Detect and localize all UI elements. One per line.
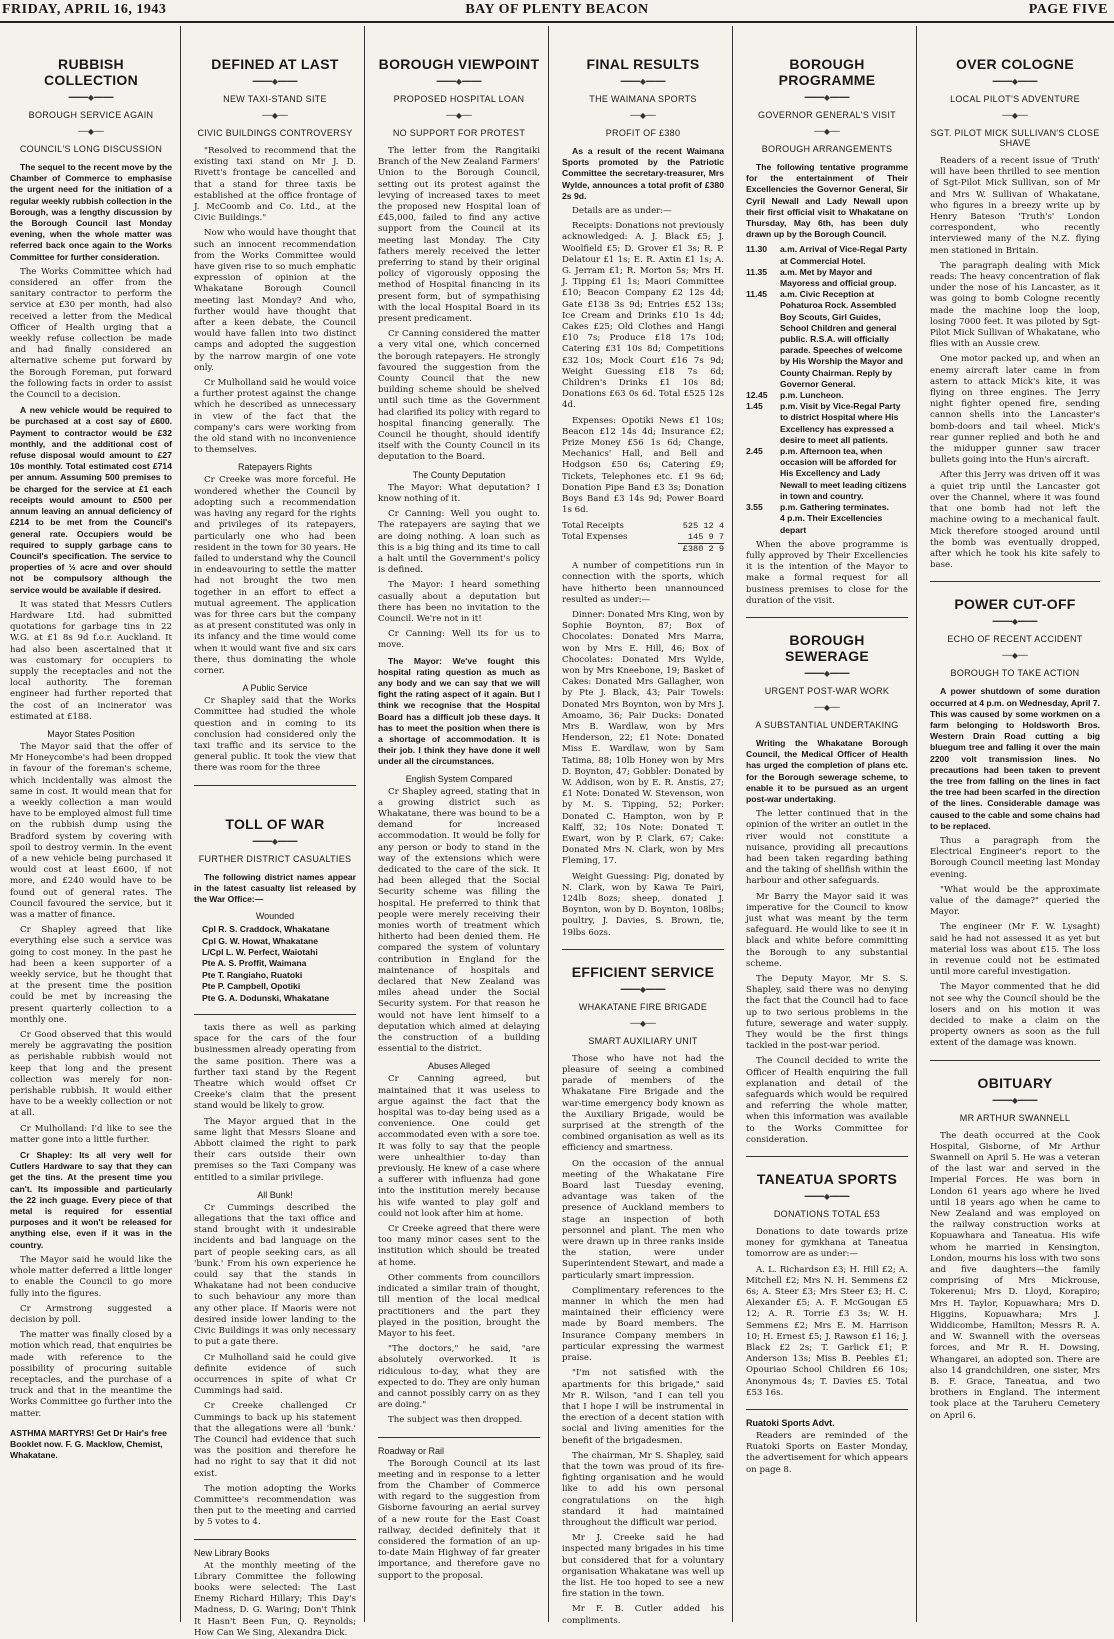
article-headline: POWER CUT-OFF <box>954 596 1076 613</box>
article-paragraph: The letter from the Rangitaiki Branch of the New Zealand Farmers' Union to the Borough Council, setting out its protest against the levying of increased taxes to meet the proposed new Hospital loan of £45,000, failed to find any active support from the Council at its meeting last Monday. The City fathers merely received the letter preferring to stand by their original policy of vigorously opposing the method of Hospital financing in its present form, but of sympathising with the local Hospital Board in its present predicament. <box>378 146 540 325</box>
column-1 <box>10 26 172 1622</box>
article-paragraph: Cr Canning considered the matter a very vital one, which concerned the borough ratepayers. He strongly favoured the suggestion from the County Council that the new building scheme should be shelved until such time as the Government had clarified its policy with regard to hospital financing generally. The Council he thought, should identify itself with the County Council in its deputation to the Board. <box>378 329 541 463</box>
article-paragraph: The Mayor: We've fought this hospital rating question as much as any body and we can say that we will fight the rating aspect of it again. But I think we recognise that the Hospital Board has a difficult job these days. It has to meet the position when there is a shortage of accommodation. It is their job. I think they have done it well under all the circumstances. <box>378 655 540 767</box>
issue-date: FRIDAY, APRIL 16, 1943 <box>2 2 167 17</box>
article-paragraph: Those who have not had the pleasure of seeing a combined parade of members of the Whakatane Fire Brigade and the war-time emergency body known as the Auxiliary Brigade, would be surprised at the strength of the combined organisation as well as its efficiency and smartness. <box>562 1053 724 1154</box>
article-subhead: WHAKATANE FIRE BRIGADE <box>578 1001 708 1012</box>
article-paragraph: The following district names appear in the latest casualty list released by the War Office:— <box>194 871 356 904</box>
article-paragraph: Cr Shapley: Its all very well for Cutlers Hardware to say that they can get the tins. At the present time you can't. Its impossible and particularly the 22 inch guage. Every piece of that metal is required for essential purposes and it won't be released for anything else, even if it was in the country. <box>10 1150 172 1250</box>
schedule-item: 11.45 a.m. Civic Reception at Pohaturoa Rock. Assembled Boy Scouts, Girl Guides, School Children and general public. R.S.A. will officially parade. Speeches of welcome by His Worship the Mayor and County Chairman. Reply by Governor General. <box>746 289 904 389</box>
figure-row <box>562 521 724 532</box>
article-paragraph: The matter was finally closed by a motion which read, that enquiries be made with reference to the possibility of procuring suitable receptacles, and the purchase of a truck and that in the meantime the Works Committee go further into the matter. <box>10 1330 172 1419</box>
section-heading: Abuses Alleged <box>427 1061 491 1072</box>
column-divider <box>732 26 733 1622</box>
casualty-entry: Cpl R. S. Craddock, Whakatane <box>202 924 330 935</box>
ornament: ━━━━◆━━━━ <box>804 93 850 102</box>
casualty-entry: Pte P. Campbell, Opotiki <box>202 981 301 992</box>
article-subhead: BOROUGH TO TAKE ACTION <box>950 668 1080 679</box>
schedule-item: 11.35 a.m. Met by Mayor and Mayoress and official group. <box>746 266 897 289</box>
schedule-item: 4 p.m. Their Excellencies depart <box>780 513 883 535</box>
section-heading: Wounded <box>255 911 295 922</box>
ornament: ━━━━◆━━━━ <box>620 77 666 86</box>
article-subhead: COUNCIL'S LONG DISCUSSION <box>19 144 163 154</box>
ornament: ──◆── <box>78 127 104 136</box>
column-divider <box>180 26 181 1622</box>
article-divider <box>930 581 1100 582</box>
article-paragraph: Cr Canning agreed, but maintained that it was useless to argue against the fact that the hospital was to-day being used as a convenience. One could get accommodated even with a sore toe. It was folly to say that the people were unhealthier to-day than previously. He knew of a case where a sufferer with influenza had gone into the institution merely because his wife wanted to play golf and could not look after him at home. <box>378 1074 540 1219</box>
article-paragraph: At the monthly meeting of the Library Committee the following books were selected: The Last Enemy Richard Hillary; This Day's Madness, D. G. Waring; Don't Think It Hasn't Been Fun, Q. Reynolds; How Can We Sing, Alexandra Dick. <box>194 1560 356 1638</box>
ornament: ━━━━◆━━━━ <box>252 77 298 86</box>
article-paragraph: Weight Guessing: Pig, donated by N. Clark, won by Kawa Te Pairi, 124lb 8ozs; sheep, donated J. Boynton, won by D. Boynton, 108lbs; poultry, J. Davies, S. Brown, tie, 19lbs 6ozs. <box>562 871 724 938</box>
article-paragraph: The engineer (Mr F. W. Lysaght) said he had not assessed it as yet but material loss was about £15. The loss in revenue could not be estimated until more careful investigation. <box>930 922 1100 978</box>
article-paragraph: On the occasion of the annual meeting of the Whakatane Fire Board last Tuesday evening, advantage was taken of the presence of Auckland members to stage an inspection of both personnel and plant. The men who were drawn up in three ranks inside the station, were under Superintendent Stewart, and made a particularly smart impression. <box>562 1158 724 1281</box>
figure-row <box>562 532 724 543</box>
article-paragraph: The Mayor said he would like the whole matter deferred a little longer to enable the Council to go more fully into the figures. <box>10 1254 172 1299</box>
ornament: ──◆── <box>262 111 288 120</box>
article-divider <box>562 949 724 950</box>
ornament: ━━━━◆━━━━ <box>992 77 1038 86</box>
article-paragraph: The Deputy Mayor, Mr S. S. Shapley, said there was no denying the fact that the Council had to face up to two serious problems in the future, sewerage and water supply. They would be the first things tackled in the post-war period. <box>746 973 908 1052</box>
column-3 <box>378 26 540 1622</box>
section-heading: Ratepayers Rights <box>237 462 313 473</box>
article-paragraph: After this Jerry was driven off it was a quiet trip until the Lancaster got over the Channel, where it was found that one bomb had not left the machine owing to a mechanical fault. Mick therefore stooged around until the bomb was eventually dropped, after which he took his kite safely to base. <box>930 470 1100 571</box>
casualty-entry: Pte T. Rangiaho, Ruatoki <box>202 969 303 980</box>
advertisement: ASTHMA MARTYRS! Get Dr Hair's free Booklet now. F. G. Macklow, Chemist, Whakatane. <box>10 1427 167 1461</box>
article-paragraph: "What would be the approximate value of the damage?" queried the Mayor. <box>930 884 1100 918</box>
article-paragraph: The following tentative programme for the entertainment of Their Excellencies the Governor General, Sir Cyril Newall and Lady Newall upon their first official visit to Whakatane on Thursday, May 6th, has been duly drawn up by the Borough Council. <box>746 162 908 240</box>
article-paragraph: Cr Shapley agreed, stating that in a growing district such as Whakatane, there was bound to be a demand for increased accommodation. It would be folly for any person or body to stand in the way of the extensions which were dedicated to the care of the sick. It had been alleged that the Social Security scheme was filling the hospital. He preferred to think that people were merely receiving their monies worth of treatment which hitherto had been denied them. He compared the system of voluntary contribution in England for the maintenance of hospitals and declared that New Zealand was miles ahead under the Social Security system. For that reason he would not have lent himself to a deputation which aimed at delaying the construction of a building essential to the district. <box>378 786 540 1055</box>
article-paragraph: The motion adopting the Works Committee's recommendation was then put to the meeting and carried by 5 votes to 4. <box>194 1483 356 1528</box>
article-paragraph: A power shutdown of some duration occurred at 4 p.m. on Wednesday, April 7. This was caused by some workmen on a farm belonging to Holdsworth Bros. Western Drain Road cutting a big bluegum tree and falling it over the main 2200 volt transmission lines. No precautions had been taken to prevent the tree from falling on the lines in fact the tree had been scarfed in the direction of the lines. Considerable damage was caused to the cable and some chains had to be replaced. <box>930 686 1100 831</box>
article-paragraph: The Borough Council at its last meeting and in response to a letter from the Chamber of Commerce with regard to the suggestion from Gisborne favouring an aerial survey of a new route for the East Coast railway, decided definitely that it considered the formation of an up-to-date Main Highway of far greater importance, and therefore gave no support to the proposal. <box>378 1458 540 1581</box>
schedule-item: 11.30 a.m. Arrival of Vice-Regal Party at Commercial Hotel. <box>746 244 908 266</box>
article-subhead: BOROUGH SERVICE AGAIN <box>28 110 154 120</box>
article-paragraph: Complimentary references to the manner in which the men had maintained their efficiency were made by Board members. The Insurance Company members in particular expressing the warmest praise. <box>562 1285 724 1364</box>
schedule-item: 12.45 p.m. Luncheon. <box>746 390 844 401</box>
article-paragraph: Cr Canning: Well you ought to. The ratepayers are saying that we are doing nothing. A loan such as this is a big thing and its time to call a halt until the Government's policy is defined. <box>378 509 540 576</box>
figure-row <box>562 543 724 555</box>
article-paragraph: Cr Creeke was more forceful. He wondered whether the Council by adopting such a recommendation was having any regard for the rights and privileges of its ratepayers, particularly one who had been resident in the town for 30 years. He failed to understand why the Council in endeavouring to settle the matter had not brought the two men together in an effort to effect a mutual agreement. The application was for three cars but the company as at present constituted was only in its infancy and the time would come when it would want five and six cars there, thus dominating the whole corner. <box>194 475 356 676</box>
article-paragraph: The Mayor: I heard something casually about a deputation but there has been no invitation to the Council. We're not in it! <box>378 580 540 624</box>
article-paragraph: Cr Creeke agreed that there were too many minor cases sent to the institution which should be treated at home. <box>378 1224 540 1268</box>
article-paragraph: Mr F. B. Cutler added his compliments. <box>562 1604 724 1626</box>
article-paragraph: Cr Shapley agreed that like everything else such a service was going to cost money. In the past he had been a keen supporter of a weekly service, but he thought that at the present time the position could be met by increasing the present quarterly collection to a monthly one. <box>10 925 172 1025</box>
article-divider <box>746 617 908 618</box>
article-divider <box>378 1437 540 1438</box>
casualty-entry: Pte G. A. Dodunski, Whakatane <box>202 992 330 1003</box>
article-headline: OBITUARY <box>977 1074 1053 1091</box>
article-headline: DEFINED AT LAST <box>211 56 339 72</box>
article-paragraph: Mr J. Creeke said he had inspected many brigades in his time but considered that for a voluntary organisation Whakatane was well up the list. He too hoped to see a new fire station in the town. <box>562 1533 724 1600</box>
article-paragraph: Cr Armstrong suggested a decision by poll. <box>10 1303 172 1325</box>
section-heading: All Bunk! <box>257 1189 293 1200</box>
article-subhead: ECHO OF RECENT ACCIDENT <box>947 634 1083 645</box>
figure-value: 525 12 4 <box>682 520 724 531</box>
figure-label: Total Receipts <box>562 520 624 531</box>
casualty-entry: L/Cpl L. W. Perfect, Waiotahi <box>202 946 318 957</box>
article-headline: TOLL OF WAR <box>225 815 325 832</box>
article-subhead: FURTHER DISTRICT CASUALTIES <box>198 853 352 864</box>
article-paragraph: Receipts: Donations not previously acknowledged: A. J. Black £5; J. Woolfield £5; D. Grover £1 3s; R. P. Delatour £1 1s; E. R. Axtin £1 1s; A. G. Jerram £1; R. Morton 5s; Mrs H. J. Tipping £1 1s; Maori Committee £10; Beacon Company £2 12s 4d; Gate £138 3s 9d; Entries £52 13s; Ice Cream and Drinks £10 1s 4d; Cakes £25; Old Clothes and Hangi £10 7s; Produce £18 17s 10d; Catering £31 10s 8d; Competitions £32 10s; Mock Court £16 7s 9d; Weight Guessing £18 7s 6d; Children's Drinks £1 10s 8d; Donations £63 0s 6d. Total £525 12s 4d. <box>562 221 724 411</box>
article-subhead: BOROUGH ARRANGEMENTS <box>761 144 893 154</box>
ornament: ──◆── <box>814 127 840 136</box>
masthead <box>0 0 1114 24</box>
article-paragraph: Expenses: Opotiki News £1 10s; Beacon £12 14s 4d; Insurance £2; Prize Money £56 1s 6d; Change, Mechanics' Hall, and Bell and Hodgson £50 6s; Catering £9; Tickets, Telephones etc. £1 9s 6d; Donation Pipe Band £3 3s; Donation Boys Band £3 14s 9d; Power Board 1s 6d. <box>562 415 724 516</box>
schedule-item: 1.45 p.m. Visit by Vice-Regal Party to district Hospital where His Excellency has expressed a desire to meet all patients. <box>746 401 901 445</box>
article-paragraph: A. L. Richardson £3; H. Hill £2; A. Mitchell £2; Mrs N. H. Semmens £2 6s; A. Steer £3; Mrs Steer £3; H. C. Alexander £5; A. F. McGougan £5 12; A. R. Torrie £3 3s; W. H. Semmens £2; Mrs E. M. Harrison 10; H. Ernest £5; J. Rawson £1 16; J. Black £2 2s; T. Garlick £1; P. Anderson 13s; Miss B. Peebles £1; Opouriao School Children £6 10s; Anonymous 4s; T. Davies £5. Total £53 16s. <box>746 1264 908 1398</box>
article-paragraph: Readers of a recent issue of 'Truth' will have been thrilled to see mention of Sgt-Pilot Mick Sullivan, son of Mr and Mrs W. Sullivan of Whakatane, who figures in a breezy write up by Henry Bateson 'Truth's' London correspondent, who recently interviewed many of the N.Z. flying men stationed in Britain. <box>930 156 1100 256</box>
article-paragraph: The chairman, Mr S. Shapley, said that the town was proud of its fire-fighting organisation and he would like to add his own personal congratulations on the high standard it had maintained throughout the difficult war period. <box>562 1450 724 1528</box>
article-paragraph: The Mayor: What deputation? I know nothing of it. <box>378 482 540 504</box>
ornament: ━━━━◆━━━━ <box>804 668 850 678</box>
figure-label: Total Expenses <box>562 531 628 542</box>
article-paragraph: The Mayor said that the offer of Mr Honeycombe's had been dropped in favour of the foreman's scheme, which incidentally was almost the same in cost. It would mean that for a weekly collection a man would have to be employed almost full time on the rubbish dump using the Bradford system by covering with spoil to destroy vermin. In the event of a new vehicle being purchased it would cost at least £600, if not more, and £240 would have to be found out of general rates. The Council favoured the service, but it was a matter of finance. <box>10 741 172 920</box>
article-subhead: SGT. PILOT MICK SULLIVAN'S CLOSE SHAVE <box>930 128 1100 148</box>
article-paragraph: A number of competitions run in connection with the sports, which have hitherto been unannounced resulted as under:— <box>562 561 724 605</box>
ornament: ──◆── <box>630 1018 656 1028</box>
article-paragraph: When the above programme is fully approved by Their Excellencies it is the intention of the Mayor to make a formal request for all business premises to close for the duration of the visit. <box>746 539 908 606</box>
article-divider <box>746 1156 908 1157</box>
article-paragraph: Cr Mulholland said he could give definite evidence of such occurrences in spite of what Cr Cummings had said. <box>194 1352 356 1397</box>
article-subhead: SMART AUXILIARY UNIT <box>588 1035 698 1046</box>
article-paragraph: Readers are reminded of the Ruatoki Sports on Easter Monday, the advertisement for which appears on page 8. <box>746 1431 908 1475</box>
article-headline: FINAL RESULTS <box>586 56 700 72</box>
ornament: ━━━━◆━━━━ <box>68 93 114 102</box>
article-divider <box>746 1409 908 1410</box>
section-heading: The County Deputation <box>412 469 506 480</box>
section-heading: A Public Service <box>242 683 308 694</box>
ornament: ──◆── <box>630 111 656 120</box>
schedule-item: 2.45 p.m. Afternoon tea, when occasion will be afforded for His Excellency and Lady Newall to meet leading citizens in town and country. <box>746 446 907 501</box>
article-subhead: LOCAL PILOT'S ADVENTURE <box>950 94 1080 104</box>
article-divider <box>194 785 356 786</box>
article-paragraph: A new vehicle would be required to be purchased at a cost say of £600. Payment to contractor would be £32 monthly, and the additional cost of refuse disposal would amount to £27 10s monthly. Total estimated cost £714 per annum. Assuming 500 premises to be charged for the service at £1 each receipts would amount to £500 per annum leaving an annual deficiency of £214 to be met from the Council's general rate. Occupiers would be required to supply garbage cans to Council's specification. The service to properties of ½ acre and over should not be compulsory although the service would be available if desired. <box>10 405 172 595</box>
figure-value: 145 9 7 <box>687 531 724 542</box>
ornament: ──◆── <box>1002 111 1028 120</box>
article-paragraph: Dinner: Donated Mrs King, won by Sophie Boynton, 87; Box of Chocolates: Donated Mrs Marra, won by Mrs E. Hill, 46; Box of Chocolates: Donated Mrs Wylde, won by Mrs Kneebone, 19; Basket of Cakes: Donated Mrs Gallagher, won by Pte J. Black, 43; Pair Towels: Donated Mrs Boynton, won by Mrs J. Amoamo, 36; Pair Ducks: Donated Mrs B. Wardlaw, won by Mrs Henderson, 22; £1 Note: Donated Miss E. Wardlaw, won by Sam Tatima, 88; 10lb Honey won by Mrs D. Boynton, 47; Gobbler: Donated by W. Addison, won by E. R. Anstis, 27; £1 Note: Donated W. Stevenson, won by M. S. Tipping, 52; Porker: Donated C. Hampton, won by P. Kalff, 32; 10s Note: Donated T. Ewart, won by P. Clark, 67; Cake: Donated Mrs N. Clark, won by Mrs Fleming, 17. <box>562 609 724 867</box>
article-headline: EFFICIENT SERVICE <box>571 963 715 980</box>
section-heading: English System Compared <box>405 773 513 784</box>
article-paragraph: Cr Good observed that this would merely be aggravating the position as perishable rubbish would not keep that long and the present collection was merely for non-perishable rubbish. It would either have to be a weekly collection or not at all. <box>10 1030 172 1119</box>
article-paragraph: Writing the Whakatane Borough Council, the Medical Officer of Health has urged the completion of plans etc. for the Borough sewerage scheme, to enable it to be pursued as an urgent post-war undertaking. <box>746 737 908 804</box>
section-heading: New Library Books <box>194 1547 270 1558</box>
column-divider <box>548 26 549 1622</box>
article-paragraph: Cr Mulholland: I'd like to see the matter gone into a little further. <box>10 1123 172 1145</box>
section-heading: Ruatoki Sports Advt. <box>746 1418 835 1429</box>
ornament: ━━━━◆━━━━ <box>252 836 298 846</box>
column-6 <box>930 26 1100 1622</box>
column-4 <box>562 26 724 1626</box>
article-paragraph: Thus a paragraph from the Electrical Engineer's report to the Borough Council meeting last Monday evening. <box>930 835 1100 880</box>
column-divider <box>364 26 365 1622</box>
article-divider <box>194 1539 356 1540</box>
article-paragraph: The Mayor argued that in the same light that Messrs Sloane and Abbott claimed the right to park their cars outside their own premises so the Taxi Company was entitled to a similar privilege. <box>194 1116 356 1183</box>
article-paragraph: The paragraph dealing with Mick reads: The heavy concentration of flak under the nose of his Lancaster, as it was going to bomb Cologne recently made the machine loop the loop, losing 7000 feet. It was piloted by Sgt-Pilot Mick Sullivan of Whakatane, who flies with an Aussie crew. <box>930 260 1100 350</box>
article-paragraph: The death occurred at the Cook Hospital, Gisborne, of Mr Arthur Swannell on April 5. He was a veteran of the last war and served in the Imperial Forces. He was born in London 61 years ago where he lived until 18 years ago when he came to New Zealand and was employed on the railway construction works at Kopuawhara and Taneatua. His wife whom he married in Kensington, London, mourns his loss with two sons and five daughters—the family comprising of Mrs Mickrouse, Tokerenui; Mrs D. Lloyd, Korapiro; Mrs H. Taylor, Kopuawhara; Mrs D. Higgins, Kopuawhara; Mrs J. Widdicombe, Hamilton; Messrs R. A. and W. Swannell with the overseas forces, and Mr R. H. Dowsing, Whangarei, an adopted son. There are also 14 grandchildren, one sister, Mrs B. F. Grace, Taneatua, and two brothers in England. The interment took place at the Taruheru Cemetery on April 6. <box>930 1130 1100 1421</box>
article-subhead: MR ARTHUR SWANNELL <box>959 1112 1071 1123</box>
article-headline: TANEATUA SPORTS <box>756 1171 898 1188</box>
article-paragraph: Mr Barry the Mayor said it was imperative for the Council to know just what was meant by the term safeguard. He would like to see it in black and white before committing the Borough to any substantial scheme. <box>746 891 908 969</box>
article-subhead: A SUBSTANTIAL UNDERTAKING <box>755 719 899 730</box>
article-paragraph: Cr Creeke challenged Cr Cummings to back up his statement that the allegations were all 'bunk.' The Council had evidence that such was the position and therefore he had no right to say that it did not exist. <box>194 1401 356 1479</box>
ornament: ━━━━◆━━━━ <box>620 984 666 994</box>
article-subhead: DONATIONS TOTAL £53 <box>773 1209 881 1220</box>
casualty-entry: Pte A. S. Proffit, Waimana <box>202 958 307 969</box>
article-subhead: PROPOSED HOSPITAL LOAN <box>393 94 525 104</box>
article-paragraph: Other comments from councillors indicated a similar train of thought, till mention of the local medical practitioners and the part they played in the position, brought the Mayor to his feet. <box>378 1272 540 1339</box>
article-paragraph: The sequel to the recent move by the Chamber of Commerce to emphasise the urgent need for the initiation of a regular weekly rubbish collection in the Borough, was a lengthy discussion by the Borough Council last Monday evening, when the whole matter was referred back once again to the Works Committee for further consideration. <box>10 162 172 262</box>
article-paragraph: taxis there as well as parking space for the cars of the four businessmen already operating from the same position. There was a further taxi stand by the Regent Theatre which would offset Cr Creeke's claim that the present stand would be likely to grow. <box>194 1023 356 1112</box>
article-paragraph: As a result of the recent Waimana Sports promoted by the Patriotic Committee the secretary-treasurer, Mrs Wylde, announces a total profit of £380 2s 9d. <box>562 146 724 201</box>
schedule-item: 3.55 p.m. Gathering terminates. <box>746 502 889 513</box>
article-paragraph: The subject was then dropped. <box>388 1415 523 1426</box>
article-paragraph: It was stated that Messrs Cutlers Hardware Ltd. had submitted quotations for garbage tins in 22 W.G. at £1 8s 9d f.o.r. Auckland. It had also been ascertained that it was customary for occupiers to supply the receptacles and not the local authority. The foreman engineer had further reported that the cost of an incinerator was estimated at £188. <box>10 599 172 722</box>
column-2 <box>194 26 356 1638</box>
article-paragraph: Now who would have thought that such an innocent recommendation from the Works Committee would have given rise to so much emphatic expression of opinion at the Whakatane Borough Council meeting last Monday? And who, further would have thought that after a keen debate, the Council would have fallen into two distinct camps and adopted the suggestion by the narrow margin of one vote only. <box>194 228 356 373</box>
article-paragraph: Cr Cummings described the allegations that the taxi office and stand brought with it undesirable incidents and bad language on the part of people seeking cars, as all 'bunk.' From his own experience he could say that the stands in Whakatane had not been conducive to such behaviour any more than any other place. If Maoris were not desired inside lower landing to the Civic Buildings it was only necessary to put a gate there. <box>194 1202 356 1348</box>
page-number: PAGE FIVE <box>1028 2 1108 17</box>
article-paragraph: The letter continued that in the opinion of the writer an outlet in the river would not constitute a nuisance, providing all precautions had been taken regarding bathing and the taking of shellfish within the harbour and other safeguards. <box>746 809 908 887</box>
article-headline: BOROUGH PROGRAMME <box>778 56 876 88</box>
column-divider <box>916 26 917 1622</box>
article-subhead: CIVIC BUILDINGS CONTROVERSY <box>197 128 353 138</box>
figure-total: £380 2 9 <box>678 543 724 555</box>
article-paragraph: One motor packed up, and when an enemy aircraft later came in from astern to attack Mick's kite, it was flying on three engines. The Jerry night fighter opened fire, sending cannon shells into the Lancaster's bomb-doors and tail wheel. Mick's rear gunner replied and both he and the midupper gunner saw tracer bullets going into the Hun's aircraft. <box>930 354 1100 466</box>
article-headline: RUBBISH COLLECTION <box>44 56 138 88</box>
article-paragraph: "The doctors," he said, "are absolutely overworked. It is ridiculous to-day, what they are expected to do. They are only human and cannot possibly carry on as they are doing." <box>378 1344 540 1411</box>
article-paragraph: Donations to date towards prize money for gymkhana at Taneatua tomorrow are as under:— <box>746 1227 908 1260</box>
article-subhead: THE WAIMANA SPORTS <box>589 94 697 104</box>
column-5 <box>746 26 908 1622</box>
article-headline: BOROUGH VIEWPOINT <box>378 56 540 72</box>
article-subhead: NO SUPPORT FOR PROTEST <box>392 128 526 138</box>
ornament: ━━━━◆━━━━ <box>992 617 1038 627</box>
article-paragraph: The Works Committee which had considered an offer from the sanitary contractor to perform the service at £30 per month, had also received a letter from the Medical Officer of Health urging that a weekly refuse collection be made and had finally considered an alternative scheme put forward by the Borough Foreman, put forward the following facts in order to assist the Council to a decision. <box>10 266 172 401</box>
ornament: ━━━━◆━━━━ <box>436 77 482 86</box>
masthead-rule <box>0 21 1114 23</box>
article-divider <box>194 1014 356 1015</box>
article-headline: OVER COLOGNE <box>956 56 1074 72</box>
casualty-entry: Cpl G. W. Howat, Whakatane <box>202 935 319 946</box>
article-subhead: GOVERNOR GENERAL'S VISIT <box>758 110 896 120</box>
newspaper-name: BAY OF PLENTY BEACON <box>465 2 649 17</box>
ornament: ──◆── <box>446 111 472 120</box>
article-paragraph: Cr Mulholland said he would voice a further protest against the change which he described as unnecessary in view of the fact that the company's cars were working from the old stand with no inconvenience to themselves. <box>194 378 356 456</box>
article-paragraph: Cr Canning: Well its for us to move. <box>378 629 540 651</box>
article-paragraph: Cr Shapley said that the Works Committee had studied the whole question and in coming to its conclusion had considered only the taxi traffic and its service to the general public. It took the view that there was room for the three <box>194 696 356 774</box>
article-paragraph: "Resolved to recommend that the existing taxi stand on Mr J. D. Rivett's frontage be cancelled and that a stand for three taxis be established at the office frontage of J. McCoomb and Co. Ltd., at the Civic Buildings." <box>194 146 356 224</box>
article-divider <box>930 1060 1100 1061</box>
article-paragraph: Details are as under:— <box>572 206 672 217</box>
article-subhead: URGENT POST-WAR WORK <box>764 685 890 696</box>
ornament: ━━━━◆━━━━ <box>804 1192 850 1202</box>
article-paragraph: The Council decided to write the Officer of Health enquiring the full explanation and detail of the safeguards which would be required and referring the whole matter, when this information was available to the Works Committee for consideration. <box>746 1056 908 1145</box>
section-heading: Mayor States Position <box>47 728 135 739</box>
ornament: ──◆── <box>814 702 840 712</box>
article-subhead: NEW TAXI-STAND SITE <box>223 94 327 104</box>
article-subhead: PROFIT OF £380 <box>605 128 681 138</box>
section-heading: Roadway or Rail <box>378 1445 445 1456</box>
article-paragraph: The Mayor commented that he did not see why the Council should be the losers and on his motion it was decided to make a claim on the property owners as soon as the full extent of the damage was known. <box>930 982 1100 1049</box>
ornament: ━━━━◆━━━━ <box>992 1095 1038 1105</box>
article-headline: BOROUGH SEWERAGE <box>784 631 870 664</box>
ornament: ──◆── <box>1002 651 1028 661</box>
article-paragraph: "I'm not satisfied with the apartments for this brigade," said Mr R. Wilson, "and I can tell you that I hope I will be instrumental in the erection of a decent station with social and living amenities for the benefit of the brigadesmen. <box>562 1368 724 1446</box>
